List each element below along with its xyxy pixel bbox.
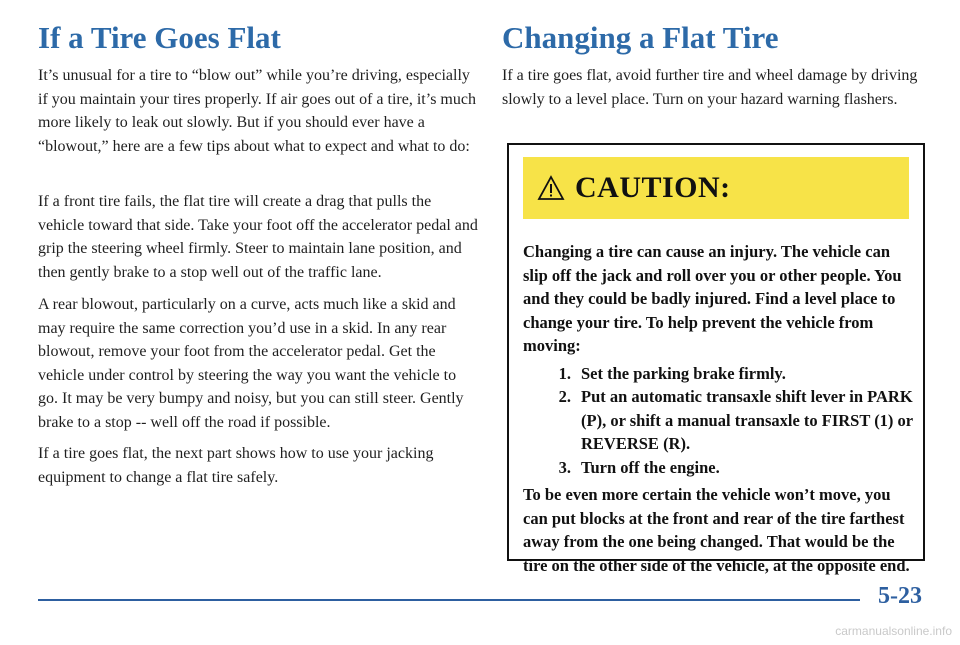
step-text: Put an automatic transaxle shift lever in PARK (P), or shift a manual transaxle to FIRST (1) or REVERSE (R).: [581, 387, 913, 453]
step-text: Turn off the engine.: [581, 457, 720, 477]
page-number: 5-23: [878, 583, 922, 609]
watermark: carmanualsonline.info: [835, 624, 952, 638]
caution-closing: To be even more certain the vehicle won’t move, you can put blocks at the front and rear of the tire farthest away from the one being changed. That would be the tire on the other side of the vehicle, at the opposite end.: [523, 485, 910, 575]
step-text: Set the parking brake firmly.: [581, 363, 786, 383]
paragraph-next-part: If a tire goes flat, the next part shows how to use your jacking equipment to change a flat tire safely.: [38, 445, 434, 486]
paragraph-rear-blowout: A rear blowout, particularly on a curve, acts much like a skid and may require the same correction you’d use in a skid. In any rear blowout, remove your foot from the accelerator pedal. Get the vehicle under control by steering the way you want the vehicle to go. It may be very bumpy and noisy, but you can still steer. Gently brake to a stop -- well off the road if possible.: [38, 296, 464, 431]
caution-steps: [523, 362, 915, 480]
step-number: 1.: [558, 363, 571, 383]
caution-box: [507, 143, 925, 575]
list-item: [523, 362, 915, 386]
step-number: 3.: [558, 457, 571, 477]
step-number: 2.: [558, 387, 571, 406]
section-title-flat-tire: If a Tire Goes Flat: [38, 20, 281, 55]
paragraph-blowout-intro: It’s unusual for a tire to “blow out” while you’re driving, especially if you maintain your tires properly. If air goes out of a tire, it’s much more likely to leak out slowly. But if you should ever have a “blowout,” here are a few tips about what to expect and what to do:: [38, 67, 476, 155]
caution-title: CAUTION:: [575, 171, 731, 204]
caution-lead: Changing a tire can cause an injury. The vehicle can slip off the jack and roll over you or other people. You and they could be badly injured. Find a level place to change your tire. To help prevent the vehicle from moving:: [523, 242, 902, 355]
warning-triangle-icon: [537, 175, 565, 201]
caution-body: [523, 240, 915, 577]
paragraph-changing-intro: If a tire goes flat, avoid further tire and wheel damage by driving slowly to a level place. Turn on your hazard warning flashers.: [502, 67, 918, 108]
caution-header: [523, 157, 909, 219]
list-item: [523, 385, 915, 456]
paragraph-front-tire: If a front tire fails, the flat tire will create a drag that pulls the vehicle toward that side. Take your foot off the accelerator pedal and grip the steering wheel firmly. Steer to maintain lane position, and then gently brake to a stop well out of the traffic lane.: [38, 193, 478, 281]
footer-rule: [38, 599, 860, 601]
section-title-changing-tire: Changing a Flat Tire: [502, 20, 779, 55]
list-item: [523, 456, 915, 480]
